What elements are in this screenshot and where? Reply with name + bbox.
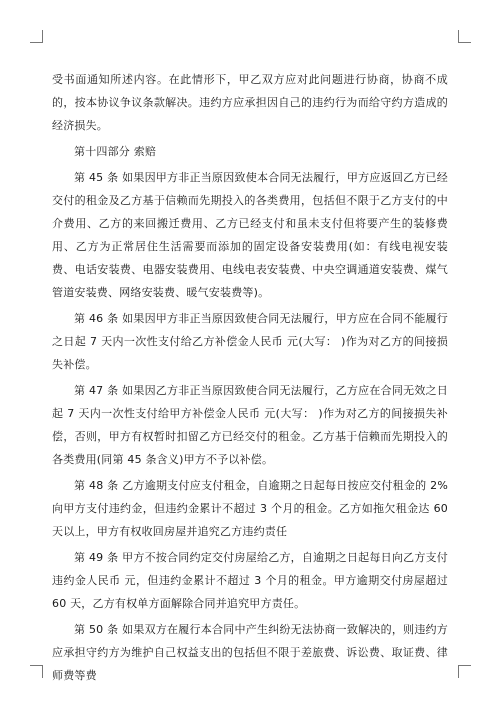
crop-mark-top-left [30, 30, 43, 43]
clause-48: 第 48 条 乙方逾期支付应支付租金，自逾期之日起每日按应交付租金的 2%向甲方支付违约金，但违约金累计不超过 3 个月的租金。乙方如拖欠租金达 60 天以上，甲方有权收回房屋并追究乙方违约责任 [52, 479, 448, 538]
paragraph-continuation: 受书面通知所述内容。在此情形下，甲乙双方应对此问题进行协商，协商不成的，按本协议争议条款解决。违约方应承担因自己的违约行为而给守约方造成的经济损失。 [52, 73, 448, 132]
crop-mark-top-right [458, 30, 471, 43]
clause-50: 第 50 条 如果双方在履行本合同中产生纠纷无法协商一致解决的，则违约方应承担守约方为维护自己权益支出的包括但不限于差旅费、诉讼费、取证费、律师费等费 [52, 623, 448, 682]
section-heading: 第十四部分 索赔 [74, 145, 157, 158]
document-body [52, 68, 448, 690]
clause-45: 第 45 条 如果因甲方非正当原因致使本合同无法履行，甲方应返回乙方已经交付的租金及乙方基于信赖而先期投入的各类费用，包括但不限于乙方支付的中介费用、乙方的来回搬迁费用、乙方已经支付和虽未支付但将要产生的装修费用、乙方为正常居住生活需要而添加的固定设备安装费用(如：有线电视安装费、电话安装费、电器安装费用、电线电表安装费、中央空调通道安装费、煤气管道安装费、网络安装费、暖气安装费等)。 [52, 171, 448, 299]
clause-46: 第 46 条 如果因甲方非正当原因致使合同无法履行，甲方应在合同不能履行之日起 7 天内一次性支付给乙方补偿金人民币 元(大写： )作为对乙方的间接损失补偿。 [52, 312, 448, 371]
crop-mark-bottom-left [30, 665, 43, 678]
clause-49: 第 49 条 甲方不按合同约定交付房屋给乙方，自逾期之日起每日向乙方支付违约金人民币 元，但违约金累计不超过 3 个月的租金。甲方逾期交付房屋超过 60 天，乙方有权单方面解除合同并追究甲方责任。 [52, 551, 448, 610]
clause-47: 第 47 条 如果因乙方非正当原因致使合同无法履行，乙方应在合同无效之日起 7 天内一次性支付给甲方补偿金人民币 元(大写： )作为对乙方的间接损失补偿，否则，甲方有权暂时扣留乙方已经交付的租金。乙方基于信赖而先期投入的各类费用(同第 45 条含义)甲方不予以补偿。 [52, 384, 448, 466]
crop-mark-bottom-right [458, 665, 471, 678]
